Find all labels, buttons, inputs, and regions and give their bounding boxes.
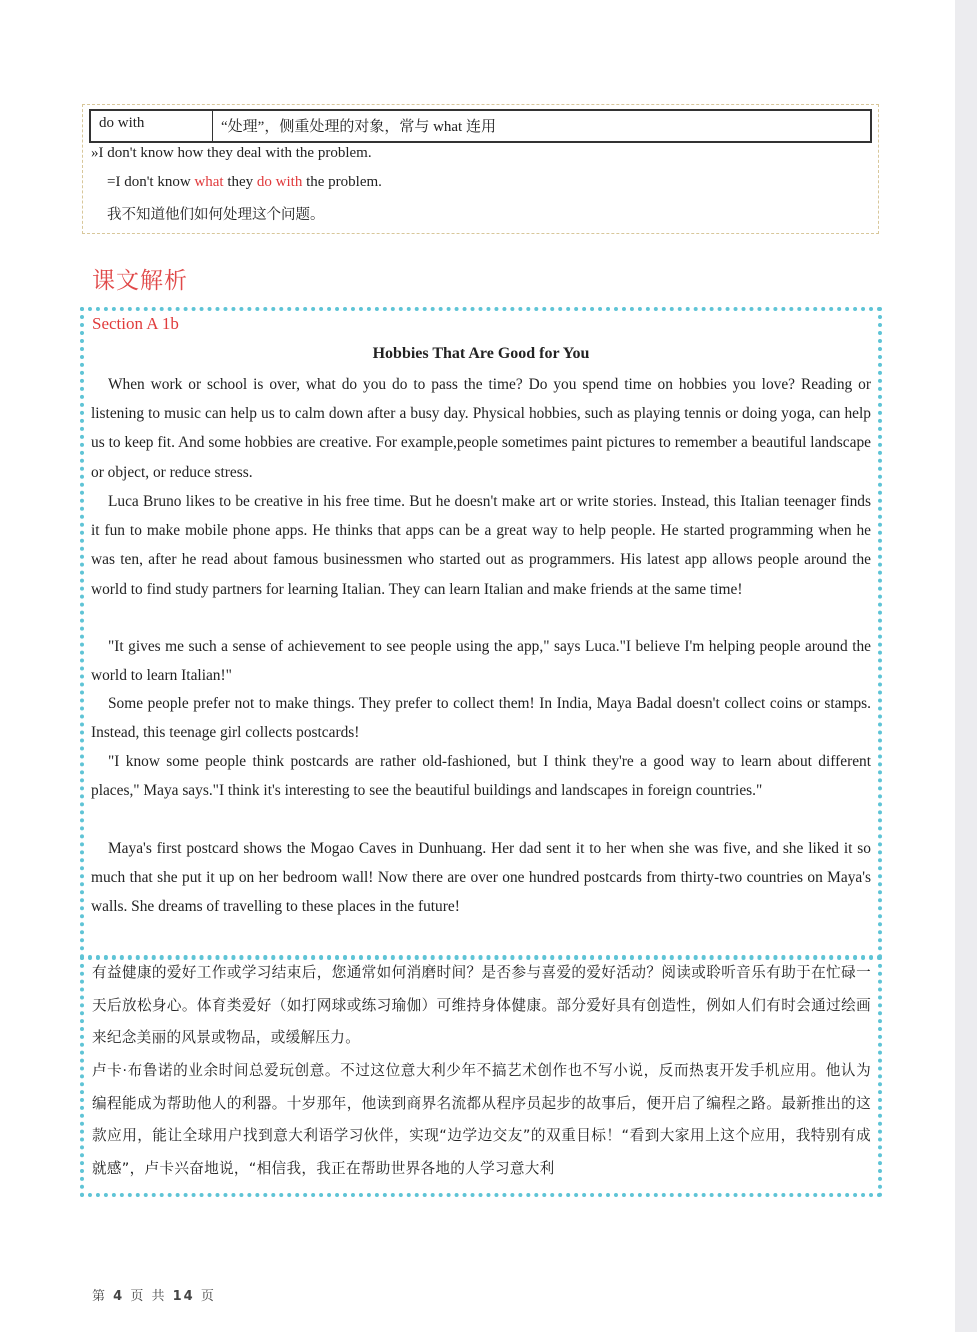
- section-heading: 课文解析: [92, 268, 188, 294]
- example-2-text: the problem.: [302, 174, 382, 190]
- footer-text: 页: [194, 1289, 216, 1304]
- footer-text: 页 共: [124, 1289, 173, 1304]
- passage-title: Hobbies That Are Good for You: [372, 345, 590, 362]
- vocab-example-box: [82, 104, 879, 234]
- highlight-what: what: [194, 174, 224, 190]
- passage-paragraph-2: Luca Bruno likes to be creative in his free time. But he doesn't make art or write stories. Instead, this Italian teenager finds it fun to make mobile phone apps. He thinks that apps can be a great way to help people. He started programming when he was ten, after he read about famous businessmen who started out as programmers. His latest app allows people around the world to find study partners for learning Italian. They can learn Italian and make friends at the same time!: [91, 493, 871, 598]
- footer-text: 第: [92, 1289, 114, 1304]
- example-translation: 我不知道他们如何处理这个问题。: [107, 207, 325, 223]
- translation-paragraph-2: 卢卡·布鲁诺的业余时间总爱玩创意。不过这位意大利少年不搞艺术创作也不写小说，反而热衷开发手机应用。他认为编程能成为帮助他人的利器。十岁那年，他读到商界名流都从程序员起步的故事后，便开启了编程之路。最新推出的这款应用，能让全球用户找到意大利语学习伙伴，实现“边学边交友”的双重目标！“看到大家用上这个应用，我特别有成就感”，卢卡兴奋地说，“相信我，我正在帮助世界各地的人学习意大利: [92, 1062, 871, 1177]
- passage-paragraph-4: Some people prefer not to make things. They prefer to collect them! In India, Maya Badal doesn't collect coins or stamps. Instead, this teenage girl collects postcards!: [91, 695, 871, 742]
- passage-paragraph-6: Maya's first postcard shows the Mogao Caves in Dunhuang. Her dad sent it to her when she was five, and she liked it so much that she put it up on her bedroom wall! Now there are over one hundred postcards from thirty-two countries on Maya's walls. She dreams of travelling to these places in the future!: [91, 840, 871, 916]
- translation-paragraph-1: 有益健康的爱好工作或学习结束后，您通常如何消磨时间？是否参与喜爱的爱好活动？阅读或聆听音乐有助于在忙碌一天后放松身心。体育类爱好（如打网球或练习瑜伽）可维持身体健康。部分爱好具有创造性，例如人们有时会通过绘画来纪念美丽的风景或物品，或缓解压力。: [92, 964, 871, 1047]
- total-page-number: 14: [172, 1289, 195, 1304]
- passage-paragraph-5: "I know some people think postcards are rather old-fashioned, but I think they're a good way to learn about different places," Maya says."I think it's interesting to see the beautiful buildings and landscapes in foreign countries.": [91, 753, 871, 800]
- vocab-meaning: “处理”，侧重处理的对象，常与 what 连用: [221, 119, 496, 135]
- vocab-table: [89, 109, 872, 143]
- vocab-phrase: do with: [91, 111, 213, 141]
- example-sentence-2: [107, 174, 382, 191]
- page-footer: [92, 1285, 216, 1304]
- example-2-text: they: [223, 174, 257, 190]
- example-sentence-1: »I don't know how they deal with the problem.: [91, 145, 372, 161]
- example-2-text: =I don't know: [107, 174, 195, 190]
- passage-paragraph-3: "It gives me such a sense of achievement to see people using the app," says Luca."I believe I'm helping people around the world to learn Italian!": [91, 638, 871, 685]
- section-label: Section A 1b: [92, 314, 179, 333]
- current-page-number: 4: [113, 1289, 125, 1304]
- highlight-do-with: do with: [256, 174, 303, 190]
- passage-paragraph-1: When work or school is over, what do you do to pass the time? Do you spend time on hobbies you love? Reading or listening to music can help us to calm down after a busy day. Physical hobbies, such as playing tennis or doing yoga, can help us to keep fit. And some hobbies are creative. For example,people sometimes paint pictures to remember a beautiful landscape or object, or reduce stress.: [91, 376, 871, 481]
- viewer-margin: [955, 0, 977, 1332]
